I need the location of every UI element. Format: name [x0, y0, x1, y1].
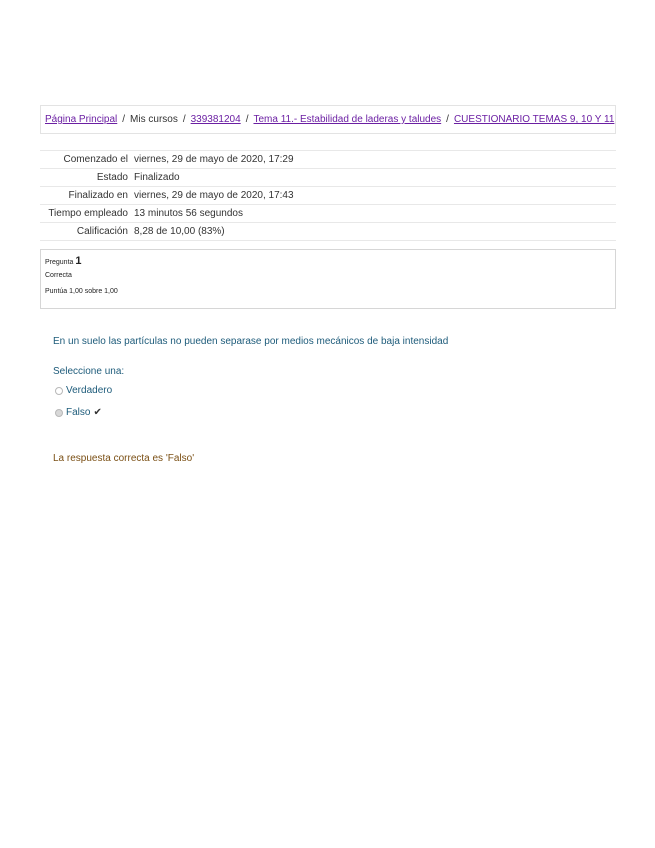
breadcrumb-separator: / [446, 114, 449, 125]
question-grade: Puntúa 1,00 sobre 1,00 [45, 288, 118, 295]
answer-option-label: Verdadero [66, 385, 113, 396]
breadcrumb-quiz-link[interactable]: CUESTIONARIO TEMAS 9, 10 Y 11 [453, 114, 615, 125]
answer-prompt: Seleccione una: [53, 366, 125, 377]
question-number-value: 1 [75, 255, 82, 267]
question-number [45, 255, 611, 267]
attempt-summary-table [40, 150, 616, 241]
summary-row-grade [40, 223, 616, 241]
summary-label: Finalizado en [68, 190, 128, 201]
summary-value: viernes, 29 de mayo de 2020, 17:43 [134, 190, 294, 201]
checkmark-icon: ✔ [93, 407, 102, 418]
radio-button[interactable] [55, 387, 63, 395]
summary-value: Finalizado [134, 172, 180, 183]
radio-button-selected[interactable] [55, 409, 63, 417]
summary-label: Estado [96, 172, 128, 183]
answer-option-true[interactable] [55, 385, 112, 396]
summary-label: Calificación [76, 226, 128, 237]
answer-option-label: Falso [66, 407, 91, 418]
summary-row-finished [40, 187, 616, 205]
question-label: Pregunta [45, 259, 74, 266]
summary-value: 13 minutos 56 segundos [134, 208, 243, 219]
summary-row-time-taken [40, 205, 616, 223]
summary-value: viernes, 29 de mayo de 2020, 17:29 [134, 154, 294, 165]
summary-label: Comenzado el [63, 154, 128, 165]
question-state: Correcta [45, 272, 72, 279]
breadcrumb-separator: / [245, 114, 249, 125]
question-text: En un suelo las partículas no pueden separase por medios mecánicos de baja intensidad [53, 336, 449, 347]
breadcrumb-my-courses: Mis cursos [130, 114, 178, 125]
answer-option-false[interactable] [55, 407, 102, 418]
breadcrumb-topic-link[interactable]: Tema 11.- Estabilidad de laderas y taludes [253, 114, 442, 125]
question-info-box [40, 249, 616, 309]
breadcrumb-separator: / [122, 114, 126, 125]
breadcrumb [40, 105, 616, 134]
breadcrumb-home-link[interactable]: Página Principal [45, 114, 118, 125]
summary-value: 8,28 de 10,00 (83%) [134, 226, 225, 237]
correct-answer-feedback: La respuesta correcta es 'Falso' [53, 453, 195, 464]
breadcrumb-separator: / [182, 114, 186, 125]
summary-row-state [40, 169, 616, 187]
summary-row-started [40, 151, 616, 169]
summary-label: Tiempo empleado [48, 208, 128, 219]
breadcrumb-course-link[interactable]: 339381204 [190, 114, 241, 125]
